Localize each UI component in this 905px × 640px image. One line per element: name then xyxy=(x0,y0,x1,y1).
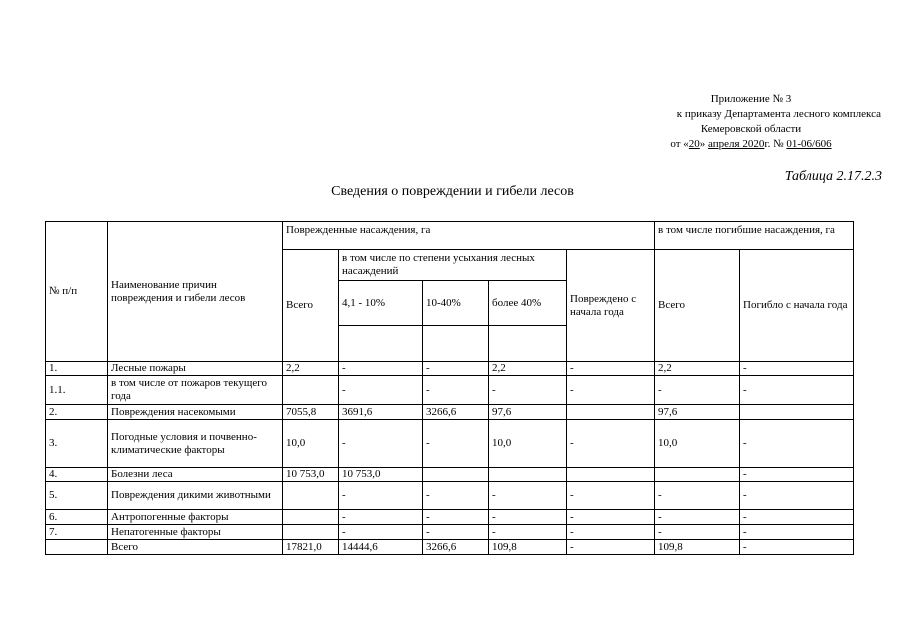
appendix-block xyxy=(621,92,881,152)
date-suffix: г. № xyxy=(764,138,787,150)
cell-d3: 2,2 xyxy=(489,362,567,376)
cell-num: 7. xyxy=(46,525,108,540)
cell-d2: - xyxy=(423,482,489,510)
header-damaged: Поврежденные насаждения, га xyxy=(283,222,655,250)
cell-since: - xyxy=(567,362,655,376)
header-deg-spacer xyxy=(339,326,423,362)
table-row xyxy=(46,510,854,525)
cell-d3: - xyxy=(489,482,567,510)
header-dead-since: Погибло с начала года xyxy=(740,250,854,362)
cell-num: 1. xyxy=(46,362,108,376)
order-number: 01-06/606 xyxy=(786,138,832,150)
header-dead-total: Всего xyxy=(655,250,740,362)
cell-d1: - xyxy=(339,362,423,376)
cell-num: 2. xyxy=(46,405,108,420)
cell-dead-total xyxy=(655,468,740,482)
date-quote: » xyxy=(699,138,709,150)
cell-cause: Всего xyxy=(108,540,283,555)
cell-cause: Непатогенные факторы xyxy=(108,525,283,540)
cell-d3: - xyxy=(489,376,567,405)
cell-since: - xyxy=(567,482,655,510)
cell-d1: 14444,6 xyxy=(339,540,423,555)
cell-since xyxy=(567,468,655,482)
cell-d1: - xyxy=(339,510,423,525)
cell-d2 xyxy=(423,468,489,482)
header-dead: в том числе погибшие насаждения, га xyxy=(655,222,854,250)
cell-cause: Антропогенные факторы xyxy=(108,510,283,525)
cell-since: - xyxy=(567,376,655,405)
appendix-order-ref: к приказу Департамента лесного комплекса xyxy=(676,108,881,120)
cell-since: - xyxy=(567,525,655,540)
cell-since: - xyxy=(567,420,655,468)
cell-cause: Повреждения дикими животными xyxy=(108,482,283,510)
forest-damage-table xyxy=(45,221,854,555)
cell-d3: 10,0 xyxy=(489,420,567,468)
cell-dead-since: - xyxy=(740,525,854,540)
cell-dead-total: 109,8 xyxy=(655,540,740,555)
header-deg2: 10-40% xyxy=(423,281,489,326)
cell-num: 4. xyxy=(46,468,108,482)
cell-d2: - xyxy=(423,376,489,405)
header-by-degree: в том числе по степени усыхания лесных насаждений xyxy=(339,250,567,281)
header-deg1: 4,1 - 10% xyxy=(339,281,423,326)
cell-cause: Погодные условия и почвенно-климатические факторы xyxy=(108,420,283,468)
date-month-year: апреля 2020 xyxy=(708,138,765,150)
cell-dead-since: - xyxy=(740,420,854,468)
cell-dead-total: - xyxy=(655,376,740,405)
header-total: Всего xyxy=(283,250,339,362)
cell-d2: - xyxy=(423,525,489,540)
header-cause: Наименование причин повреждения и гибели лесов xyxy=(108,222,283,362)
cell-dead-since: - xyxy=(740,482,854,510)
cell-num: 5. xyxy=(46,482,108,510)
appendix-region: Кемеровской области xyxy=(700,123,802,135)
cell-d3 xyxy=(489,468,567,482)
cell-d2: 3266,6 xyxy=(423,405,489,420)
cell-d1: - xyxy=(339,420,423,468)
cell-num: 6. xyxy=(46,510,108,525)
table-number: Таблица 2.17.2.3 xyxy=(784,169,882,184)
cell-d2: - xyxy=(423,362,489,376)
table-row xyxy=(46,482,854,510)
cell-d3: - xyxy=(489,525,567,540)
document-title: Сведения о повреждении и гибели лесов xyxy=(331,184,574,199)
cell-num: 3. xyxy=(46,420,108,468)
cell-dead-since: - xyxy=(740,540,854,555)
table-row xyxy=(46,468,854,482)
table-row xyxy=(46,405,854,420)
cell-total: 7055,8 xyxy=(283,405,339,420)
header-num: № п/п xyxy=(46,222,108,362)
header-deg3: более 40% xyxy=(489,281,567,326)
cell-dead-since xyxy=(740,405,854,420)
cell-total: 17821,0 xyxy=(283,540,339,555)
cell-num xyxy=(46,540,108,555)
cell-dead-total: 97,6 xyxy=(655,405,740,420)
appendix-date-line xyxy=(621,137,881,152)
header-deg-spacer xyxy=(423,326,489,362)
cell-d1: - xyxy=(339,482,423,510)
date-prefix: от « xyxy=(670,138,689,150)
cell-dead-since: - xyxy=(740,362,854,376)
cell-dead-total: 10,0 xyxy=(655,420,740,468)
cell-d2: - xyxy=(423,420,489,468)
cell-d1: 3691,6 xyxy=(339,405,423,420)
cell-total: 10,0 xyxy=(283,420,339,468)
header-deg-spacer xyxy=(489,326,567,362)
cell-dead-since: - xyxy=(740,510,854,525)
cell-dead-since: - xyxy=(740,376,854,405)
cell-total xyxy=(283,510,339,525)
cell-num: 1.1. xyxy=(46,376,108,405)
cell-total xyxy=(283,376,339,405)
cell-dead-total: 2,2 xyxy=(655,362,740,376)
cell-dead-total: - xyxy=(655,525,740,540)
cell-d3: 97,6 xyxy=(489,405,567,420)
cell-dead-total: - xyxy=(655,482,740,510)
cell-cause: Лесные пожары xyxy=(108,362,283,376)
cell-cause: в том числе от пожаров текущего года xyxy=(108,376,283,405)
cell-total xyxy=(283,482,339,510)
table-row xyxy=(46,420,854,468)
cell-dead-total: - xyxy=(655,510,740,525)
cell-d3: 109,8 xyxy=(489,540,567,555)
date-day: 20 xyxy=(688,138,700,150)
table-row xyxy=(46,525,854,540)
cell-total xyxy=(283,525,339,540)
table-row xyxy=(46,376,854,405)
appendix-title: Приложение № 3 xyxy=(710,93,792,105)
cell-dead-since: - xyxy=(740,468,854,482)
cell-d2: 3266,6 xyxy=(423,540,489,555)
cell-d3: - xyxy=(489,510,567,525)
table-row xyxy=(46,362,854,376)
cell-cause: Болезни леса xyxy=(108,468,283,482)
cell-d2: - xyxy=(423,510,489,525)
cell-total: 2,2 xyxy=(283,362,339,376)
header-damaged-since: Повреждено с начала года xyxy=(567,250,655,362)
cell-d1: - xyxy=(339,376,423,405)
table-row xyxy=(46,540,854,555)
cell-d1: 10 753,0 xyxy=(339,468,423,482)
cell-total: 10 753,0 xyxy=(283,468,339,482)
cell-d1: - xyxy=(339,525,423,540)
cell-cause: Повреждения насекомыми xyxy=(108,405,283,420)
cell-since: - xyxy=(567,510,655,525)
cell-since xyxy=(567,405,655,420)
cell-since: - xyxy=(567,540,655,555)
